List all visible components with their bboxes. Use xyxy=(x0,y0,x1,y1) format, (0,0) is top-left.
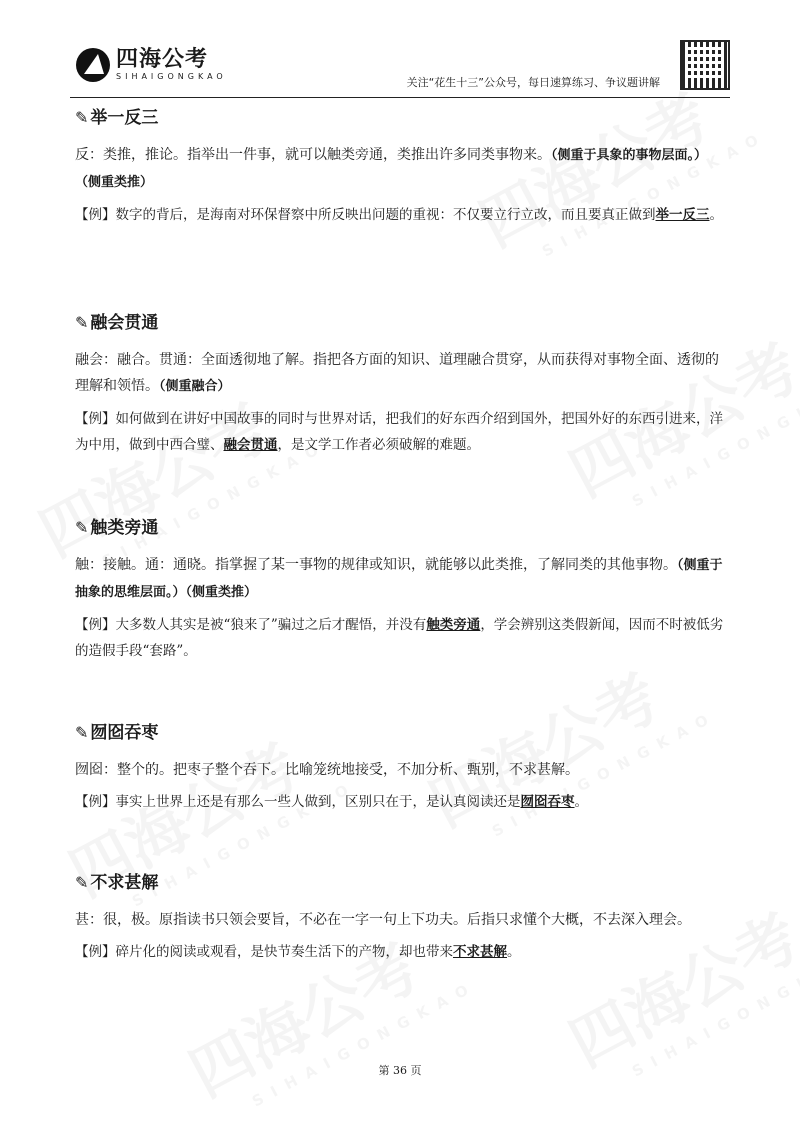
example-text-end: ，是文学工作者必须破解的难题。 xyxy=(277,437,480,453)
entry-term: 触类旁通 xyxy=(90,518,159,538)
qr-code-icon xyxy=(680,40,730,90)
example-text: 事实上世界上还是有那么一些人做到，区别只在于，是认真阅读还是 xyxy=(115,794,521,810)
logo-pinyin: SIHAIGONGKAO xyxy=(116,72,227,81)
header-divider xyxy=(70,97,730,98)
entry-tags: （侧重融合） xyxy=(159,379,231,394)
pencil-icon: ✎ xyxy=(75,723,89,742)
example-text: 数字的背后，是海南对环保督察中所反映出问题的重视：不仅要立行立改，而且要真正做到 xyxy=(115,207,656,223)
entry xyxy=(75,106,725,311)
entry-term: 不求甚解 xyxy=(90,873,159,893)
example-label: 【例】 xyxy=(75,411,116,427)
example-text: 大多数人其实是被“狼来了”骗过之后才醒悟，并没有 xyxy=(115,617,427,633)
entry xyxy=(75,311,725,516)
example-label: 【例】 xyxy=(75,207,116,223)
idiom-list xyxy=(75,106,725,991)
example-label: 【例】 xyxy=(75,617,116,633)
example-highlight: 触类旁通 xyxy=(426,617,481,633)
example-highlight: 不求甚解 xyxy=(453,944,507,960)
example-text-end: 。 xyxy=(709,207,723,223)
entry-definition: 触：接触。通：通晓。指掌握了某一事物的规律或知识，就能够以此类推，了解同类的其他事物。 xyxy=(75,557,677,573)
entry xyxy=(75,871,725,991)
entry-definition: 融会：融合。贯通：全面透彻地了解。指把各方面的知识、道理融合贯穿，从而获得对事物全面、透彻的理解和领悟。 xyxy=(75,352,719,394)
example-label: 【例】 xyxy=(75,944,116,960)
entry-tags: （侧重于具象的事物层面。）（侧重类推） xyxy=(75,148,708,190)
example-text-end: 。 xyxy=(507,944,521,960)
pencil-icon: ✎ xyxy=(75,518,89,537)
page-number: 第 36 页 xyxy=(378,1064,422,1077)
example-highlight: 融会贯通 xyxy=(223,437,278,453)
pencil-icon: ✎ xyxy=(75,313,89,332)
entry xyxy=(75,721,725,871)
entry-term: 囫囵吞枣 xyxy=(90,723,159,743)
pencil-icon: ✎ xyxy=(75,873,89,892)
example-highlight: 囫囵吞枣 xyxy=(520,794,575,810)
header-slogan: 关注“花生十三”公众号，每日速算练习、争议题讲解 xyxy=(406,76,660,89)
example-label: 【例】 xyxy=(75,794,116,810)
logo-name: 四海公考 xyxy=(116,47,209,72)
sailboat-logo-icon xyxy=(76,48,110,82)
brand-logo xyxy=(76,48,227,82)
example-text-end: 。 xyxy=(574,794,588,810)
entry-definition: 反：类推，推论。指举出一件事，就可以触类旁通，类推出许多同类事物来。 xyxy=(75,147,551,163)
entry-tags: （侧重于抽象的思维层面。）（侧重类推） xyxy=(75,558,723,600)
example-text-end: ，学会辨别这类假新闻，因而不时被低劣的造假手段“套路”。 xyxy=(75,617,724,659)
pencil-icon: ✎ xyxy=(75,108,89,127)
entry xyxy=(75,516,725,721)
entry-term: 融会贯通 xyxy=(90,313,159,333)
page-header xyxy=(70,40,730,96)
entry-term: 举一反三 xyxy=(90,108,159,128)
example-highlight: 举一反三 xyxy=(655,207,710,223)
entry-definition: 甚：很，极。原指读书只领会要旨，不必在一字一句上下功夫。后指只求懂个大概，不去深入理会。 xyxy=(75,912,691,928)
example-text: 碎片化的阅读或观看，是快节奏生活下的产物，却也带来 xyxy=(115,944,453,960)
example-text: 如何做到在讲好中国故事的同时与世界对话，把我们的好东西介绍到国外，把国外好的东西引进来，洋为中用，做到中西合璧、 xyxy=(75,411,723,453)
entry-definition: 囫囵：整个的。把枣子整个吞下。比喻笼统地接受，不加分析、甄别，不求甚解。 xyxy=(75,762,579,778)
